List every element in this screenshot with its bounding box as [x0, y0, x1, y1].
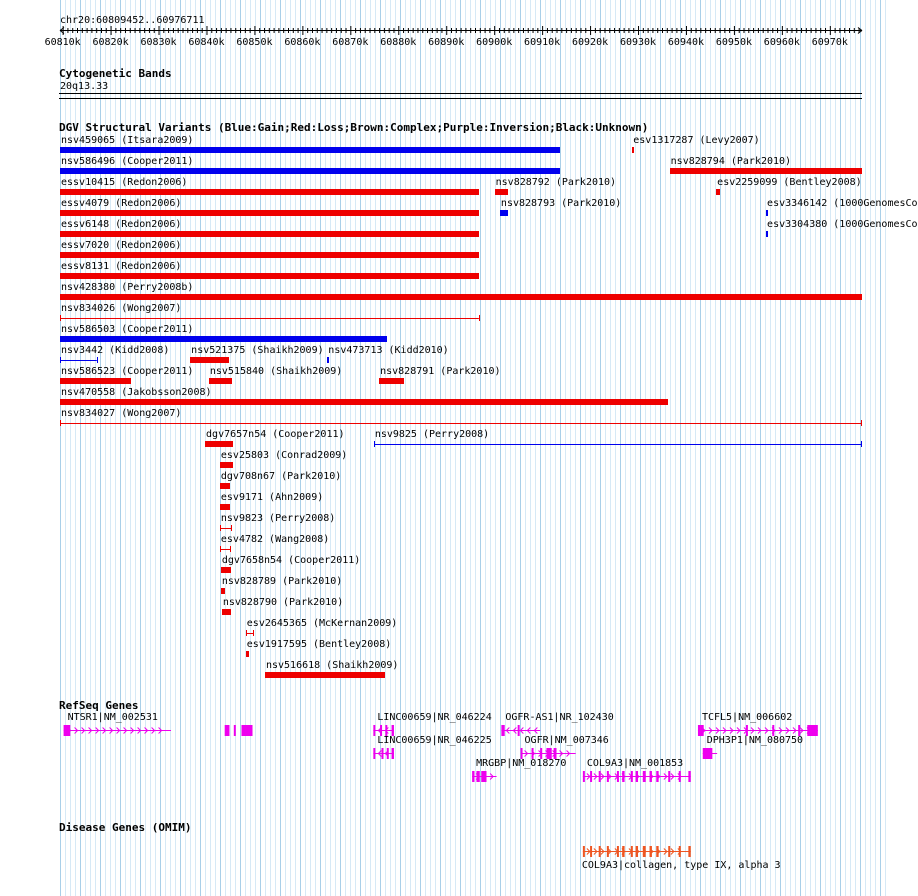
- dgv-variant-label[interactable]: nsv586503 (Cooper2011): [61, 324, 194, 335]
- refseq-exon: [631, 771, 633, 782]
- refseq-exon: [599, 771, 601, 782]
- refseq-exon: [807, 725, 818, 736]
- refseq-exon: [679, 771, 681, 782]
- dgv-variant-label[interactable]: nsv834027 (Wong2007): [61, 408, 182, 419]
- ruler-tick-label: 60910k: [524, 37, 561, 48]
- dgv-variant-label[interactable]: esv1917595 (Bentley2008): [246, 639, 392, 650]
- cytoband-label: 20q13.33: [60, 81, 109, 92]
- refseq-exon: [668, 771, 670, 782]
- dgv-variant-feature[interactable]: [60, 231, 479, 237]
- dgv-variant-feature[interactable]: [220, 483, 231, 489]
- dgv-variant-label[interactable]: nsv9823 (Perry2008): [220, 513, 336, 524]
- refseq-gene-model[interactable]: [0, 747, 890, 761]
- ruler-tick-label: 60970k: [811, 37, 848, 48]
- omim-exon: [607, 846, 609, 857]
- ruler-tick-label: 60920k: [572, 37, 609, 48]
- ruler[interactable]: [0, 0, 890, 60]
- dgv-variant-feature[interactable]: [60, 273, 479, 279]
- ruler-tick-label: 60950k: [715, 37, 752, 48]
- dgv-variant-label[interactable]: dgv7657n54 (Cooper2011): [206, 429, 345, 440]
- dgv-variant-label[interactable]: nsv459065 (Itsara2009): [61, 135, 194, 146]
- omim-gene-model[interactable]: [0, 845, 890, 859]
- dgv-variant-feature[interactable]: [632, 147, 634, 153]
- omim-exon: [617, 846, 619, 857]
- dgv-variant-label[interactable]: nsv428380 (Perry2008b): [61, 282, 194, 293]
- refseq-exon: [636, 771, 638, 782]
- cytoband-line-top: [59, 93, 862, 94]
- dgv-variant-feature[interactable]: [220, 525, 232, 531]
- dgv-variant-feature[interactable]: [222, 609, 232, 615]
- ruler-tick-label: 60880k: [380, 37, 417, 48]
- dgv-variant-feature[interactable]: [500, 210, 508, 216]
- dgv-variant-feature[interactable]: [60, 399, 668, 405]
- track-title-refseq[interactable]: RefSeq Genes: [59, 699, 139, 712]
- refseq-exon: [622, 771, 624, 782]
- refseq-gene-label[interactable]: LINC00659|NR_046225: [377, 735, 492, 746]
- omim-exon: [590, 846, 592, 857]
- ruler-tick-label: 60850k: [236, 37, 273, 48]
- dgv-variant-feature[interactable]: [60, 252, 479, 258]
- dgv-variant-feature[interactable]: [221, 567, 232, 573]
- dgv-variant-label[interactable]: esv3304380 (1000GenomesCo: [767, 219, 918, 230]
- dgv-variant-label[interactable]: esv1317287 (Levy2007): [633, 135, 760, 146]
- ruler-tick-label: 60820k: [92, 37, 129, 48]
- position-label: chr20:60809452..60976711: [60, 15, 205, 26]
- dgv-variant-label[interactable]: esv4782 (Wang2008): [220, 534, 330, 545]
- dgv-variant-feature[interactable]: [716, 189, 720, 195]
- dgv-variant-label[interactable]: nsv828791 (Park2010): [380, 366, 501, 377]
- dgv-variant-feature[interactable]: [379, 378, 404, 384]
- dgv-variant-label[interactable]: esv3346142 (1000GenomesCo: [767, 198, 918, 209]
- dgv-variant-feature[interactable]: [60, 147, 560, 153]
- dgv-variant-label[interactable]: nsv3442 (Kidd2008): [61, 345, 170, 356]
- track-title-dgv[interactable]: DGV Structural Variants (Blue:Gain;Red:Loss;Brown:Complex;Purple:Inversion;Black:Unknown): [59, 121, 649, 134]
- omim-exon: [688, 846, 690, 857]
- omim-exon: [622, 846, 624, 857]
- refseq-exon: [703, 748, 713, 759]
- dgv-variant-label[interactable]: nsv515840 (Shaikh2009): [209, 366, 343, 377]
- dgv-variant-feature[interactable]: [190, 357, 228, 363]
- dgv-variant-label[interactable]: nsv586523 (Cooper2011): [61, 366, 194, 377]
- dgv-variant-label[interactable]: esv25803 (Conrad2009): [220, 450, 348, 461]
- dgv-variant-label[interactable]: esv2259099 (Bentley2008): [717, 177, 862, 188]
- dgv-variant-label[interactable]: nsv834026 (Wong2007): [61, 303, 182, 314]
- dgv-variant-label[interactable]: nsv828789 (Park2010): [221, 576, 343, 587]
- dgv-variant-feature[interactable]: [766, 231, 768, 237]
- refseq-exon: [607, 771, 609, 782]
- omim-exon: [656, 846, 658, 857]
- dgv-variant-label[interactable]: essv10415 (Redon2006): [61, 177, 188, 188]
- dgv-variant-label[interactable]: nsv9825 (Perry2008): [374, 429, 490, 440]
- dgv-variant-label[interactable]: nsv828794 (Park2010): [670, 156, 792, 167]
- dgv-variant-label[interactable]: essv7020 (Redon2006): [61, 240, 182, 251]
- omim-gene-label[interactable]: COL9A3|collagen, type IX, alpha 3: [581, 860, 781, 871]
- refseq-gene-label[interactable]: LINC00659|NR_046224: [377, 712, 492, 723]
- omim-exon: [650, 846, 652, 857]
- dgv-variant-feature[interactable]: [670, 168, 862, 174]
- ruler-tick-label: 60940k: [667, 37, 705, 48]
- dgv-variant-label[interactable]: dgv708n67 (Park2010): [220, 471, 342, 482]
- dgv-variant-feature[interactable]: [60, 357, 98, 363]
- refseq-exon: [688, 771, 690, 782]
- ruler-tick-label: 60960k: [763, 37, 800, 48]
- dgv-variant-feature[interactable]: [495, 189, 508, 195]
- omim-exon: [636, 846, 638, 857]
- refseq-exon: [617, 771, 619, 782]
- refseq-gene-label[interactable]: NTSR1|NM_002531: [67, 712, 158, 723]
- omim-exon: [643, 846, 646, 857]
- dgv-variant-feature[interactable]: [60, 168, 560, 174]
- ruler-tick-label: 60840k: [188, 37, 225, 48]
- ruler-tick-label: 60900k: [476, 37, 513, 48]
- dgv-variant-label[interactable]: essv4079 (Redon2006): [61, 198, 182, 209]
- refseq-gene-label[interactable]: COL9A3|NM_001853: [586, 758, 684, 769]
- dgv-variant-feature[interactable]: [246, 651, 249, 657]
- refseq-exon: [583, 771, 585, 782]
- refseq-gene-label[interactable]: DPH3P1|NM_080750: [706, 735, 804, 746]
- dgv-variant-feature[interactable]: [220, 546, 232, 552]
- ruler-tick-label: 60830k: [140, 37, 177, 48]
- ruler-tick-label: 60870k: [332, 37, 369, 48]
- dgv-variant-feature[interactable]: [209, 378, 232, 384]
- omim-exon: [668, 846, 670, 857]
- dgv-variant-feature[interactable]: [60, 315, 480, 321]
- refseq-exon: [698, 725, 704, 736]
- ruler-tick-label: 60810k: [44, 37, 81, 48]
- track-title-cytoband[interactable]: Cytogenetic Bands: [59, 67, 172, 80]
- dgv-variant-feature[interactable]: [60, 210, 479, 216]
- dgv-variant-label[interactable]: esv2645365 (McKernan2009): [246, 618, 398, 629]
- dgv-variant-feature[interactable]: [60, 294, 862, 300]
- dgv-variant-feature[interactable]: [60, 420, 862, 426]
- ruler-tick-label: 60930k: [619, 37, 657, 48]
- omim-exon: [631, 846, 633, 857]
- track-title-omim[interactable]: Disease Genes (OMIM): [59, 821, 192, 834]
- dgv-variant-feature[interactable]: [221, 588, 225, 594]
- refseq-gene-label[interactable]: TCFL5|NM_006602: [701, 712, 793, 723]
- refseq-gene-label[interactable]: OGFR|NM_007346: [524, 735, 609, 746]
- dgv-variant-label[interactable]: nsv473713 (Kidd2010): [328, 345, 449, 356]
- dgv-variant-feature[interactable]: [205, 441, 233, 447]
- dgv-variant-feature[interactable]: [220, 462, 233, 468]
- omim-exon: [583, 846, 585, 857]
- dgv-variant-label[interactable]: essv6148 (Redon2006): [61, 219, 182, 230]
- dgv-variant-feature[interactable]: [246, 630, 254, 636]
- dgv-variant-feature[interactable]: [60, 336, 387, 342]
- omim-exon: [599, 846, 601, 857]
- refseq-gene-label[interactable]: MRGBP|NM_018270: [476, 758, 567, 769]
- cytoband-line-bottom: [59, 98, 862, 99]
- dgv-variant-feature[interactable]: [60, 189, 479, 195]
- dgv-variant-label[interactable]: nsv828793 (Park2010): [500, 198, 622, 209]
- omim-exon: [679, 846, 681, 857]
- dgv-variant-label[interactable]: nsv470558 (Jakobsson2008): [61, 387, 212, 398]
- dgv-variant-label[interactable]: nsv828790 (Park2010): [222, 597, 344, 608]
- dgv-variant-feature[interactable]: [220, 504, 231, 510]
- refseq-exon: [643, 771, 646, 782]
- refseq-exon: [650, 771, 652, 782]
- dgv-variant-feature[interactable]: [60, 378, 131, 384]
- dgv-variant-label[interactable]: nsv516618 (Shaikh2009): [265, 660, 399, 671]
- dgv-variant-label[interactable]: nsv586496 (Cooper2011): [61, 156, 194, 167]
- dgv-variant-feature[interactable]: [327, 357, 329, 363]
- refseq-exon: [590, 771, 592, 782]
- refseq-exon: [656, 771, 658, 782]
- dgv-variant-label[interactable]: nsv521375 (Shaikh2009): [191, 345, 324, 356]
- refseq-gene-label[interactable]: OGFR-AS1|NR_102430: [505, 712, 614, 723]
- refseq-gene-model[interactable]: [0, 770, 890, 784]
- dgv-variant-label[interactable]: nsv828792 (Park2010): [495, 177, 617, 188]
- ruler-tick-label: 60890k: [428, 37, 465, 48]
- ruler-tick-label: 60860k: [284, 37, 321, 48]
- dgv-variant-label[interactable]: essv8131 (Redon2006): [61, 261, 182, 272]
- dgv-variant-label[interactable]: esv9171 (Ahn2009): [220, 492, 324, 503]
- dgv-variant-feature[interactable]: [265, 672, 385, 678]
- dgv-variant-feature[interactable]: [374, 441, 862, 447]
- dgv-variant-feature[interactable]: [766, 210, 768, 216]
- dgv-variant-label[interactable]: dgv7658n54 (Cooper2011): [221, 555, 361, 566]
